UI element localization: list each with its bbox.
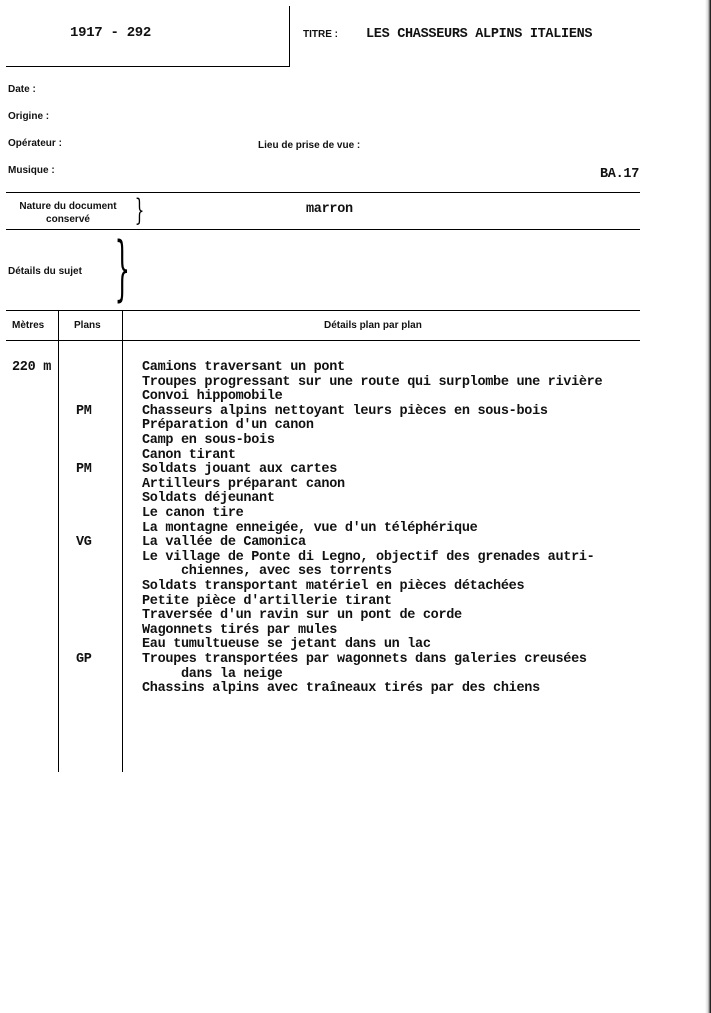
col-header-details: Détails plan par plan	[324, 320, 422, 331]
metres-value: 220 m	[12, 360, 52, 375]
shot-description: Chassins alpins avec traîneaux tirés par des chiens	[142, 681, 540, 697]
shot-description: dans la neige	[142, 666, 283, 682]
col-header-metres: Mètres	[12, 320, 45, 331]
shot-description: Le canon tire	[142, 506, 244, 521]
details-sujet-brace: }	[114, 227, 131, 309]
header-divider	[289, 6, 290, 66]
shot-row	[0, 478, 711, 493]
shot-description: Troupes transportées par wagonnets dans galeries creusées	[142, 652, 587, 667]
shot-description: Soldats transportant matériel en pièces détachées	[142, 579, 525, 594]
shot-description: Préparation d'un canon	[142, 418, 314, 434]
shot-row	[0, 565, 711, 580]
shot-description: Petite pièce d'artillerie tirant	[142, 593, 392, 609]
shot-row	[0, 682, 711, 697]
document-title: LES CHASSEURS ALPINS ITALIENS	[366, 27, 593, 42]
col-header-plans: Plans	[74, 320, 101, 331]
nature-label-line2: conservé	[46, 214, 90, 225]
shot-description: Artilleurs préparant canon	[142, 476, 345, 492]
shot-row	[0, 580, 711, 595]
nature-value: marron	[306, 202, 353, 217]
shot-row	[0, 638, 711, 653]
shot-description: Convoi hippomobile	[142, 389, 283, 405]
shot-plan: VG	[76, 535, 92, 551]
musique-label: Musique :	[8, 165, 55, 176]
shot-row	[0, 624, 711, 639]
shot-description: Troupes progressant sur une route qui surplombe une rivière	[142, 374, 603, 390]
shot-description: Soldats déjeunant	[142, 491, 275, 507]
shot-row	[0, 522, 711, 537]
titre-label: TITRE :	[303, 29, 338, 40]
nature-label-line1: Nature du document	[19, 201, 117, 212]
shot-row	[0, 376, 711, 391]
shot-description: La montagne enneigée, vue d'un téléphérique	[142, 520, 478, 536]
shot-description: Canon tirant	[142, 447, 236, 463]
shot-row	[0, 463, 711, 478]
table-top-rule	[6, 310, 640, 311]
shot-row	[0, 419, 711, 434]
shot-description: Chasseurs alpins nettoyant leurs pièces en sous-bois	[142, 403, 548, 419]
shot-row	[0, 595, 711, 610]
shot-row	[0, 609, 711, 624]
shot-row	[0, 405, 711, 420]
header-underline	[6, 66, 290, 67]
shot-description: Wagonnets tirés par mules	[142, 622, 338, 638]
shot-row	[0, 536, 711, 551]
lieu-label: Lieu de prise de vue :	[258, 140, 361, 151]
shot-row	[0, 390, 711, 405]
shot-description: Traversée d'un ravin sur un pont de corde	[142, 608, 462, 624]
archive-code: BA.17	[600, 167, 640, 182]
shot-plan: GP	[76, 652, 92, 667]
shot-row	[0, 449, 711, 464]
shot-row	[0, 551, 711, 566]
shot-description: La vallée de Camonica	[142, 535, 306, 551]
shot-row	[0, 507, 711, 522]
details-sujet-label: Détails du sujet	[8, 266, 82, 277]
page-edge-shadow	[705, 0, 711, 1013]
origine-label: Origine :	[8, 111, 50, 122]
nature-bottom-rule	[6, 229, 640, 230]
shot-plan: PM	[76, 403, 92, 419]
shot-row	[0, 653, 711, 668]
shot-row	[0, 434, 711, 449]
shot-plan: PM	[76, 462, 92, 478]
table-header-rule	[6, 340, 640, 341]
shot-description: Le village de Ponte di Legno, objectif des grenades autri-	[142, 549, 595, 565]
shot-description: chiennes, avec ses torrents	[142, 564, 392, 580]
document-reference: 1917 - 292	[70, 25, 152, 41]
shot-description: Camp en sous-bois	[142, 433, 275, 448]
shot-row	[0, 668, 711, 683]
operateur-label: Opérateur :	[8, 138, 62, 149]
nature-brace: }	[134, 193, 145, 228]
shot-description: Camions traversant un pont	[142, 360, 345, 375]
shot-row	[0, 492, 711, 507]
nature-label	[8, 200, 128, 226]
nature-top-rule	[6, 192, 640, 193]
shot-row	[0, 361, 711, 376]
shot-description: Eau tumultueuse se jetant dans un lac	[142, 637, 431, 653]
date-label: Date :	[8, 84, 36, 95]
shot-description: Soldats jouant aux cartes	[142, 462, 338, 478]
